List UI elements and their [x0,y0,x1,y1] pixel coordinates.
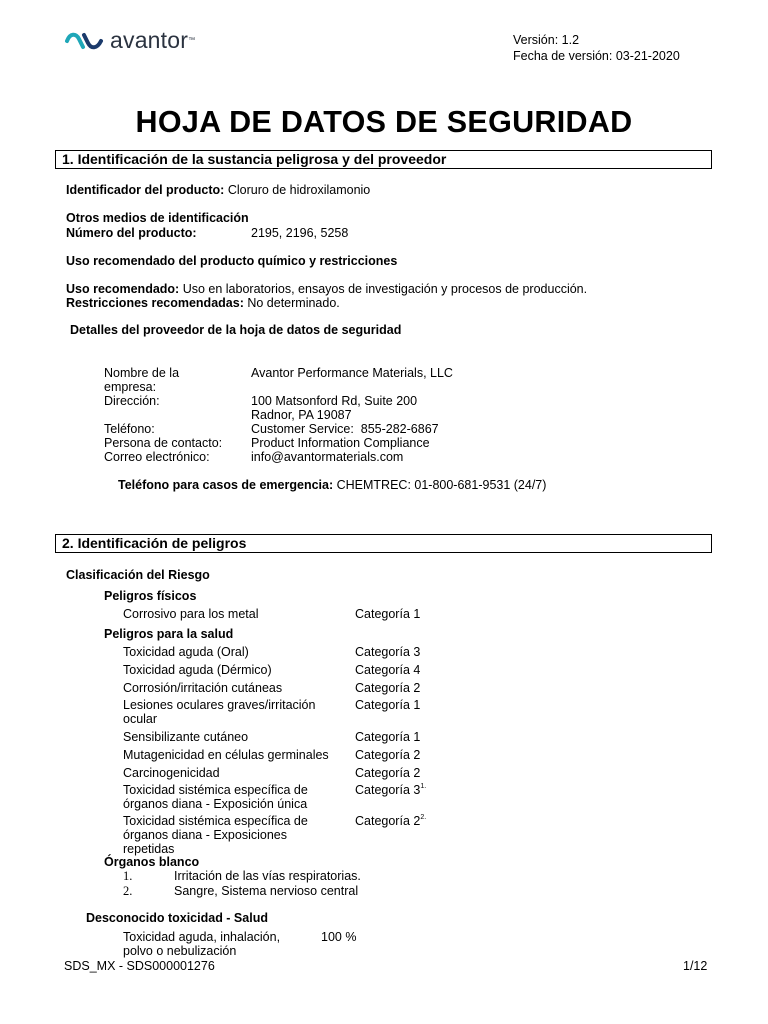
logo-wordmark: avantor [110,27,189,54]
hazard-category: Categoría 2 [355,766,421,780]
health-hazards-heading: Peligros para la salud [104,627,234,641]
emergency-phone-label: Teléfono para casos de emergencia: [118,478,334,492]
recommended-use-heading: Uso recomendado del producto químico y restricciones [66,254,398,268]
recommended-use-label: Uso recomendado: [66,282,180,296]
address-line1: 100 Matsonford Rd, Suite 200 [251,394,418,408]
address-label: Dirección: [104,394,160,408]
footnote-marker: 2. [420,814,427,821]
email-label: Correo electrónico: [104,450,210,464]
address-line2: Radnor, PA 19087 [251,408,352,422]
hazard-name: Toxicidad aguda (Oral) [123,645,249,659]
hazard-name-line1: Toxicidad sistémica específica de [123,783,308,797]
recommended-use [66,282,587,297]
section-2-heading: 2. Identificación de peligros [55,534,712,553]
target-organ-number: 2. [123,884,133,898]
hazard-name-line2: órganos diana - Exposiciones [123,828,287,842]
unknown-toxicity-name-line2: polvo o nebulización [123,944,237,958]
document-title: HOJA DE DATOS DE SEGURIDAD [135,105,633,139]
recommended-use-value: Uso en laboratorios, ensayos de investigación y procesos de producción. [182,282,588,296]
hazard-name-line2: órganos diana - Exposición única [123,797,308,811]
product-number-label: Número del producto: [66,226,197,240]
hazard-classification-heading: Clasificación del Riesgo [66,568,210,582]
hazard-name: Mutagenicidad en células germinales [123,748,329,762]
hazard-name-line2: ocular [123,712,158,726]
hazard-category: Categoría 3 [355,645,421,659]
product-identifier-value: Cloruro de hidroxilamonio [227,183,371,197]
company-label-line1: Nombre de la [104,366,180,380]
avantor-logo [64,28,195,54]
restrictions-label: Restricciones recomendadas: [66,296,244,310]
hazard-name-line1: Lesiones oculares graves/irritación [123,698,316,712]
phone-label: Teléfono: [104,422,155,436]
hazard-category: Categoría 1 [355,698,421,712]
version-date-label: Fecha de versión: 03-21-2020 [513,49,680,63]
emergency-phone [118,478,546,493]
version-label: Versión: 1.2 [513,33,580,47]
hazard-category-text: Categoría 3 [355,783,421,797]
hazard-category [355,814,426,829]
target-organs-heading: Órganos blanco [104,855,200,869]
company-label-line2: empresa: [104,380,157,394]
emergency-phone-value: CHEMTREC: 01-800-681-9531 (24/7) [336,478,547,492]
section-1-heading: 1. Identificación de la sustancia peligrosa y del proveedor [55,150,712,169]
email-link[interactable]: info@avantormaterials.com [251,450,404,464]
avantor-logo-mark-icon [64,30,104,52]
target-organ-text: Sangre, Sistema nervioso central [174,884,359,898]
other-means-heading: Otros medios de identificación [66,211,249,225]
phone-value: Customer Service: 855-282-6867 [251,422,439,436]
company-value: Avantor Performance Materials, LLC [251,366,453,380]
physical-hazards-heading: Peligros físicos [104,589,197,603]
contact-value: Product Information Compliance [251,436,430,450]
hazard-category: Categoría 4 [355,663,421,677]
hazard-name-line1: Toxicidad sistémica específica de [123,814,308,828]
hazard-name: Toxicidad aguda (Dérmico) [123,663,272,677]
unknown-toxicity-heading: Desconocido toxicidad - Salud [86,911,268,925]
product-number-value: 2195, 2196, 5258 [251,226,349,240]
logo-trademark: ™ [188,36,196,44]
hazard-name: Sensibilizante cutáneo [123,730,249,744]
hazard-category-text: Categoría 2 [355,814,421,828]
footnote-marker: 1. [420,783,427,790]
hazard-category: Categoría 1 [355,730,421,744]
unknown-toxicity-value: 100 % [321,930,357,944]
target-organ-text: Irritación de las vías respiratorias. [174,869,361,883]
footer-page-number: 1/12 [683,959,708,973]
restrictions [66,296,340,311]
hazard-name-line3: repetidas [123,842,175,856]
hazard-name: Corrosivo para los metal [123,607,259,621]
target-organ-number: 1. [123,869,133,883]
unknown-toxicity-name-line1: Toxicidad aguda, inhalación, [123,930,281,944]
product-identifier [66,183,370,198]
restrictions-value: No determinado. [247,296,340,310]
hazard-category [355,783,426,798]
contact-label: Persona de contacto: [104,436,223,450]
hazard-category: Categoría 1 [355,607,421,621]
product-identifier-label: Identificador del producto: [66,183,225,197]
hazard-name: Corrosión/irritación cutáneas [123,681,283,695]
footer-document-id: SDS_MX - SDS000001276 [64,959,215,973]
supplier-heading: Detalles del proveedor de la hoja de datos de seguridad [70,323,402,337]
hazard-name: Carcinogenicidad [123,766,220,780]
hazard-category: Categoría 2 [355,748,421,762]
hazard-category: Categoría 2 [355,681,421,695]
